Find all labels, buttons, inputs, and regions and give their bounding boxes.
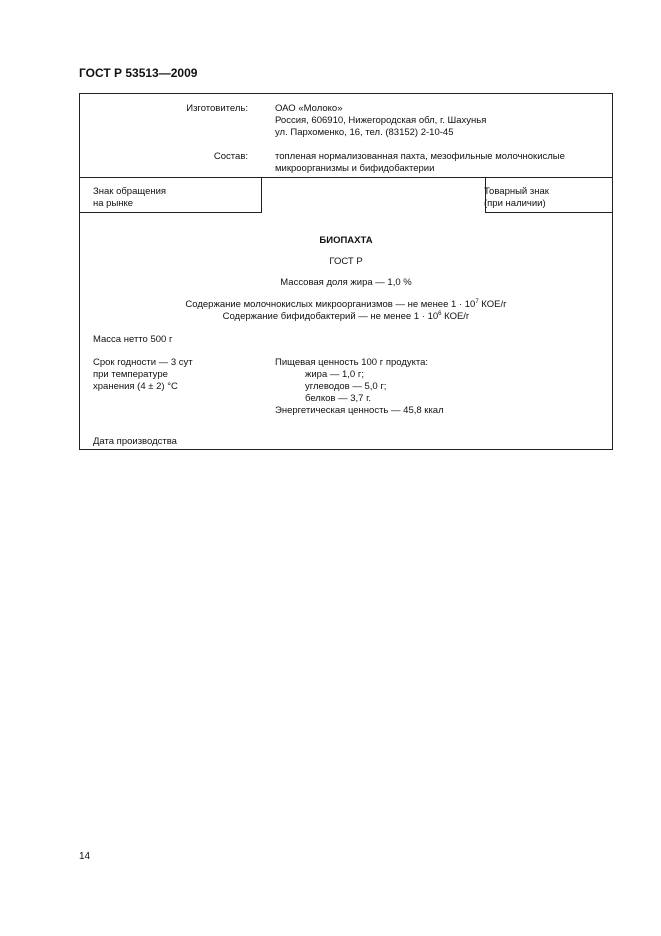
lactic-text: Содержание молочнокислых микроорганизмов — не менее 1 · 10 bbox=[185, 299, 476, 310]
product-label-box bbox=[79, 93, 613, 450]
shelf-life-line-3: хранения (4 ± 2) °С bbox=[93, 381, 178, 392]
manufacturer-label: Изготовитель: bbox=[186, 103, 248, 114]
manufacturer-line-3: ул. Пархоменко, 16, тел. (83152) 2-10-45 bbox=[275, 127, 454, 138]
nutrition-title: Пищевая ценность 100 г продукта: bbox=[275, 357, 429, 368]
lactic-exponent: 7 bbox=[475, 298, 479, 305]
lactic-unit: КОЕ/г bbox=[478, 299, 507, 310]
composition-label: Состав: bbox=[213, 151, 248, 162]
composition-line-2: микроорганизмы и бифидобактерии bbox=[275, 163, 435, 174]
divider-right-cell bbox=[485, 212, 612, 213]
energy-value: Энергетическая ценность — 45,8 ккал bbox=[275, 405, 444, 416]
bifido-text: Содержание бифидобактерий — не менее 1 · 10 bbox=[222, 311, 439, 322]
divider-left-cell bbox=[80, 212, 261, 213]
manufacturer-line-1: ОАО «Молоко» bbox=[275, 103, 343, 114]
composition-line-1: топленая нормализованная пахта, мезофильные молочнокислые bbox=[275, 151, 565, 162]
shelf-life-line-1: Срок годности — 3 сут bbox=[93, 357, 193, 368]
document-header: ГОСТ Р 53513—2009 bbox=[79, 66, 198, 80]
fat-content: Массовая доля жира — 1,0 % bbox=[280, 277, 412, 288]
net-mass: Масса нетто 500 г bbox=[93, 334, 173, 345]
market-mark-line-1: Знак обращения bbox=[93, 186, 167, 197]
nutrition-fat: жира — 1,0 г; bbox=[305, 369, 364, 380]
bifido-exponent: 6 bbox=[438, 310, 442, 317]
nutrition-protein: белков — 3,7 г. bbox=[305, 393, 372, 404]
lactic-content bbox=[80, 299, 612, 310]
trademark-line-2: (при наличии) bbox=[484, 198, 546, 209]
nutrition-carbs: углеводов — 5,0 г; bbox=[305, 381, 387, 392]
product-name: БИОПАХТА bbox=[319, 235, 373, 246]
manufacturer-line-2: Россия, 606910, Нижегородская обл, г. Шахунья bbox=[275, 115, 487, 126]
shelf-life-line-2: при температуре bbox=[93, 369, 168, 380]
trademark-line-1: Товарный знак bbox=[484, 186, 549, 197]
divider-top bbox=[80, 177, 612, 178]
bifido-unit: КОЕ/г bbox=[441, 311, 470, 322]
product-standard: ГОСТ Р bbox=[329, 256, 363, 267]
market-mark-line-2: на рынке bbox=[93, 198, 134, 209]
production-date: Дата производства bbox=[93, 436, 177, 447]
bifido-content bbox=[80, 311, 612, 322]
divider-vertical-left bbox=[261, 177, 262, 213]
page-number: 14 bbox=[79, 851, 91, 862]
